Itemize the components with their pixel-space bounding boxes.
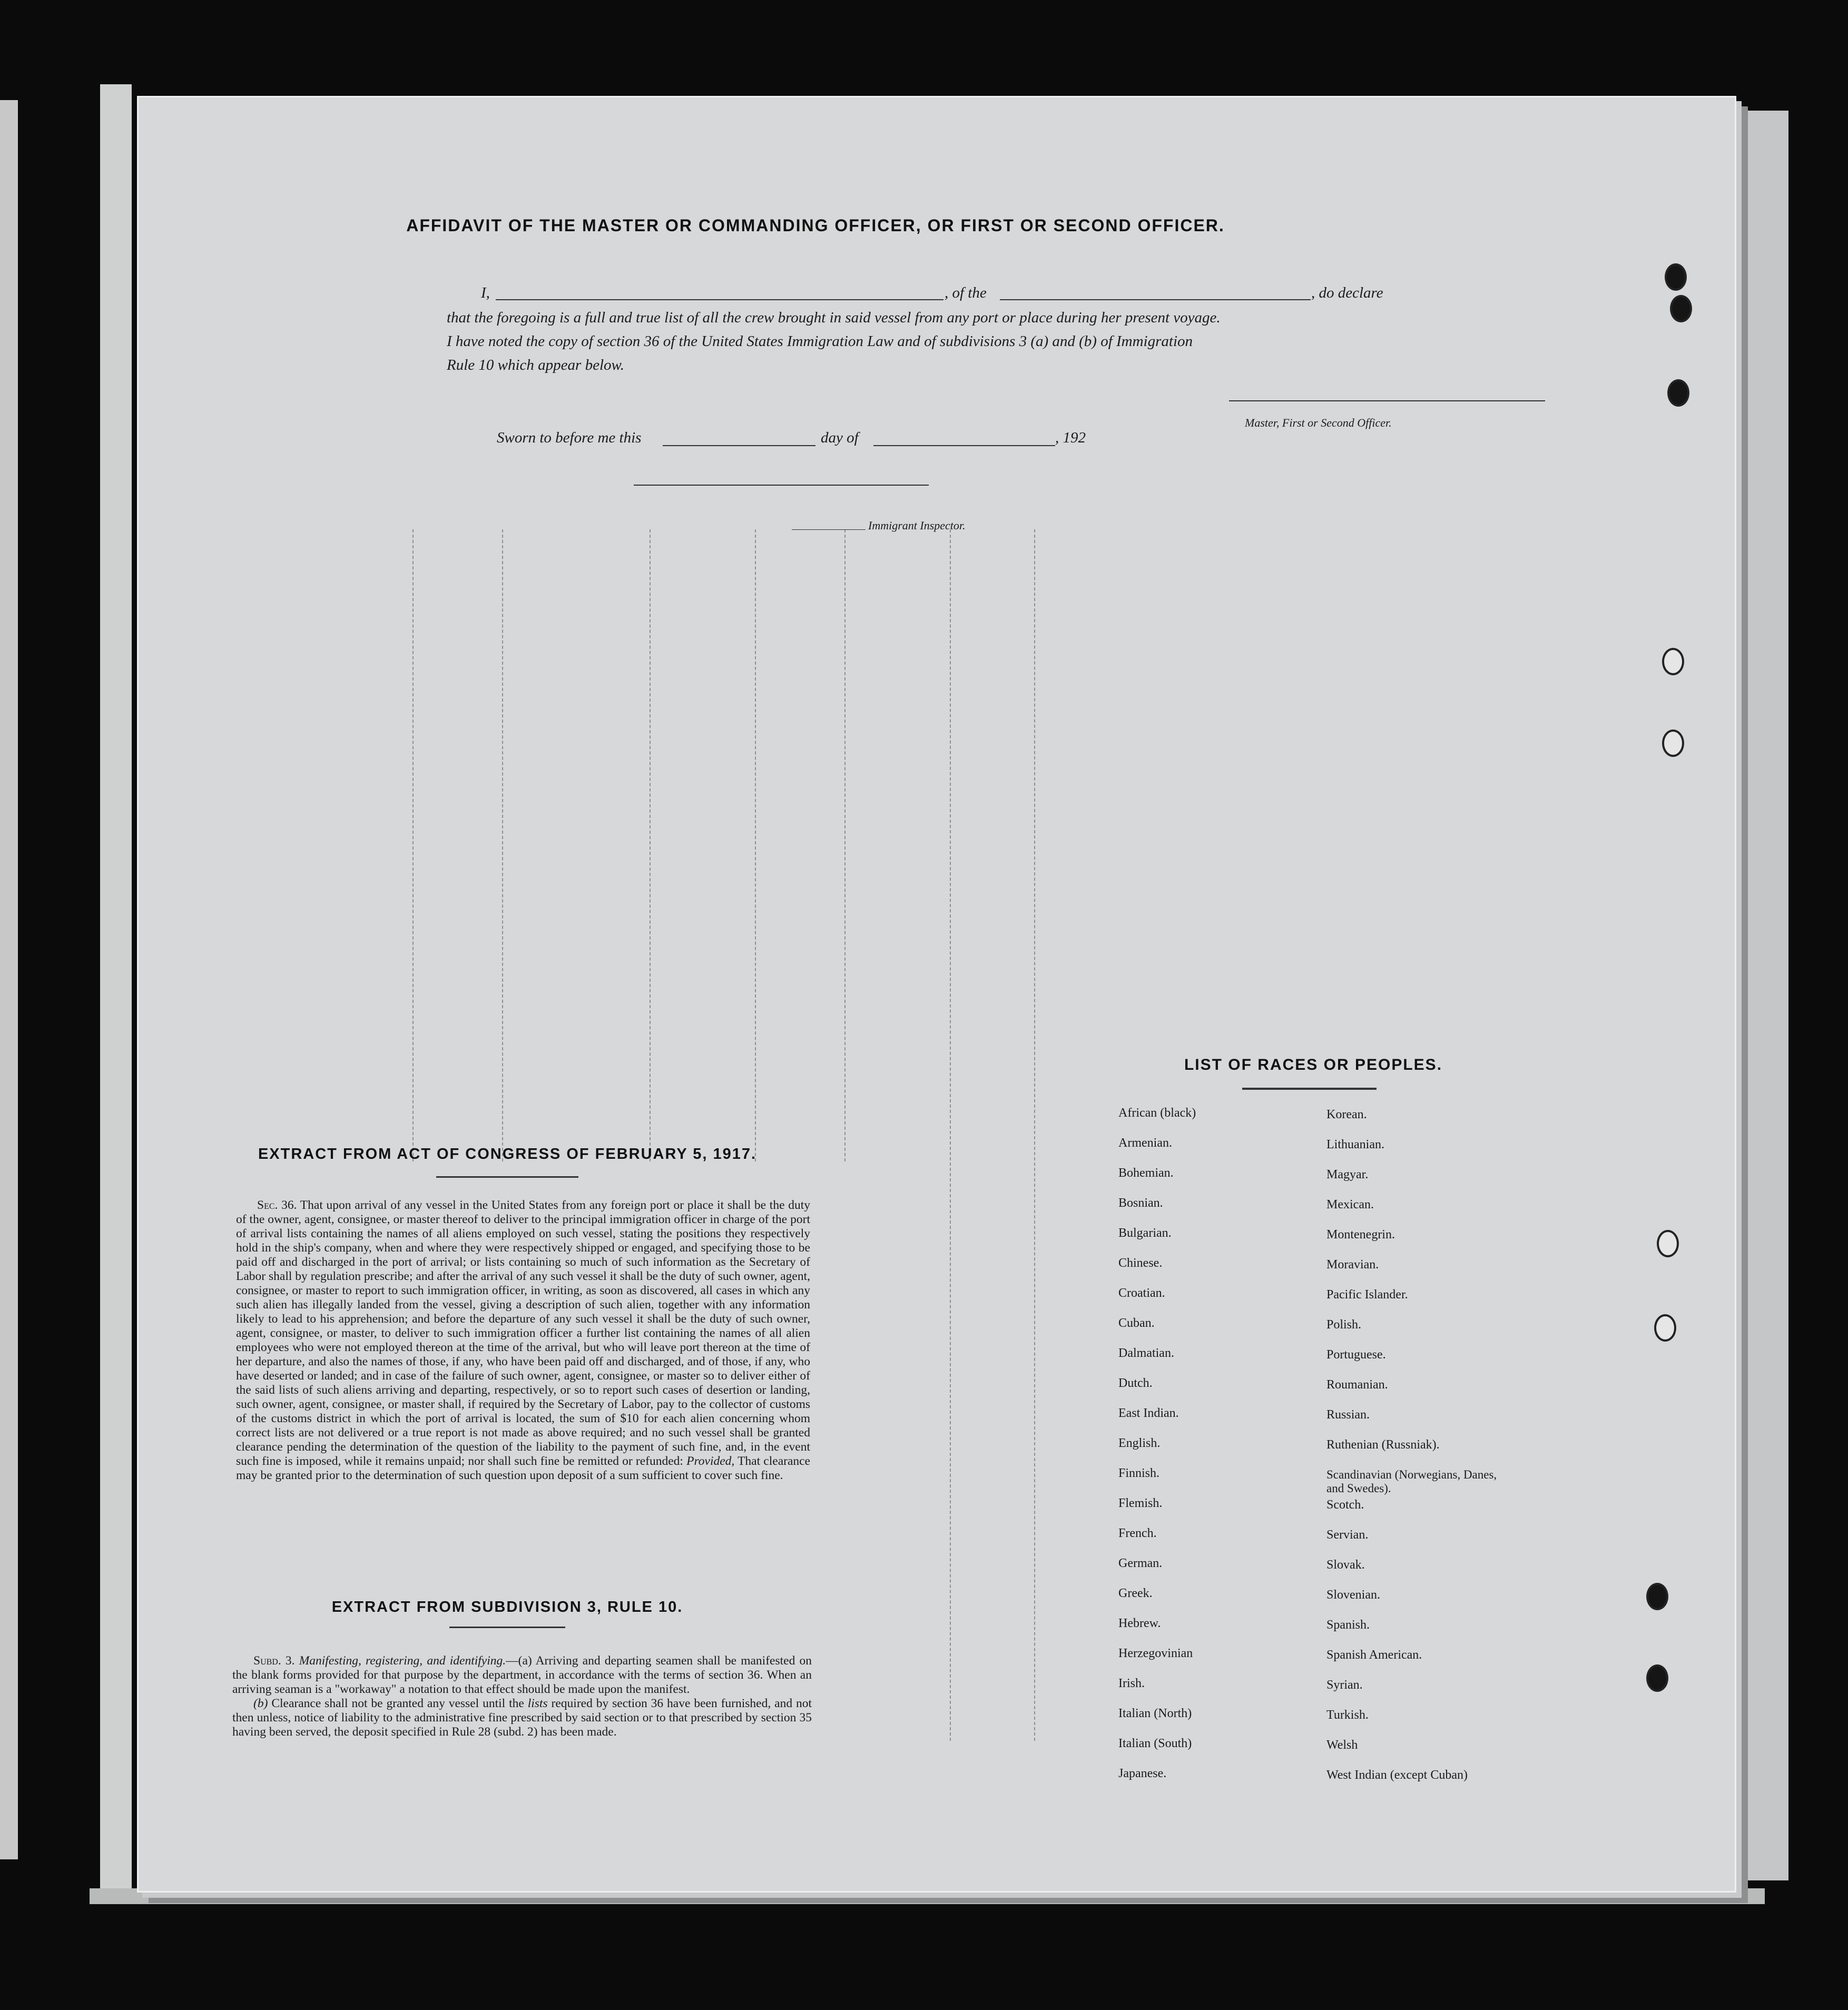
race-item: Syrian. <box>1326 1678 1363 1692</box>
race-item: Portuguese. <box>1326 1348 1386 1362</box>
race-item: Dalmatian. <box>1118 1346 1174 1360</box>
races-title: LIST OF RACES OR PEOPLES. <box>1184 1056 1443 1073</box>
left-page-edge <box>100 84 132 1896</box>
section-36-text <box>236 1198 810 1483</box>
inspector-label: Immigrant Inspector. <box>868 519 966 532</box>
race-item: Japanese. <box>1118 1767 1167 1780</box>
race-item: Scotch. <box>1326 1498 1364 1512</box>
race-item: Bulgarian. <box>1118 1226 1172 1240</box>
affidavit-of-the: , of the <box>945 284 987 301</box>
race-item: Polish. <box>1326 1318 1362 1332</box>
race-item: English. <box>1118 1436 1161 1450</box>
sworn-month-blank <box>873 445 1055 446</box>
race-item: Irish. <box>1118 1677 1145 1690</box>
column-line <box>650 529 651 1161</box>
race-item: Chinese. <box>1118 1256 1163 1270</box>
sec-label: Sec. 36. <box>257 1198 297 1212</box>
race-item: Finnish. <box>1118 1466 1160 1480</box>
punch-hole <box>1654 1314 1676 1342</box>
race-item: Croatian. <box>1118 1286 1165 1300</box>
race-item: Servian. <box>1326 1528 1369 1542</box>
race-item: East Indian. <box>1118 1406 1179 1420</box>
rule-10-text <box>232 1654 812 1739</box>
provided-word: Provided, <box>686 1454 735 1468</box>
master-signature-line <box>1229 400 1545 401</box>
affidavit-line-4: Rule 10 which appear below. <box>447 357 624 373</box>
subd-b-1: Clearance shall not be granted any vessel until the <box>271 1697 524 1710</box>
column-line <box>1034 529 1035 1741</box>
subd-a: —(a) Arriving and departing seamen shall be manifested on the blank forms provided for that purpose by the department, in accordance with the terms of section 36. When an arriving seaman is a "workaway" a notation to that effect should be made upon the manifest. <box>232 1654 812 1696</box>
race-item: Korean. <box>1326 1108 1367 1121</box>
race-item: Ruthenian (Russniak). <box>1326 1438 1440 1452</box>
race-item: German. <box>1118 1556 1163 1570</box>
subd-b-lists: lists <box>527 1697 548 1710</box>
race-item: Slovak. <box>1326 1558 1365 1572</box>
punch-hole <box>1662 648 1684 675</box>
affidavit-line-2: that the foregoing is a full and true list of all the crew brought in said vessel from any port or place during her present voyage. <box>447 309 1221 326</box>
sworn-prefix: Sworn to before me this <box>497 429 642 446</box>
race-item: Roumanian. <box>1326 1378 1388 1392</box>
affidavit-declare: , do declare <box>1311 284 1383 301</box>
race-item: Herzegovinian <box>1118 1647 1193 1660</box>
subd-b-label: (b) <box>253 1697 268 1710</box>
punch-hole <box>1670 295 1692 322</box>
race-item: African (black) <box>1118 1106 1196 1120</box>
act-title-underline <box>436 1176 578 1178</box>
races-column-1 <box>1118 1106 1196 1797</box>
race-item: Bohemian. <box>1118 1166 1174 1180</box>
race-item: Dutch. <box>1118 1376 1153 1390</box>
races-title-underline <box>1242 1088 1377 1090</box>
race-item: Armenian. <box>1118 1136 1172 1150</box>
sworn-day-of: day of <box>821 429 859 446</box>
rule-extract-title: EXTRACT FROM SUBDIVISION 3, RULE 10. <box>331 1599 683 1615</box>
punch-hole <box>1667 379 1689 407</box>
master-label: Master, First or Second Officer. <box>1245 416 1392 429</box>
punch-hole <box>1646 1664 1668 1692</box>
sec-body: That upon arrival of any vessel in the United States from any foreign port or place it shall be the duty of the owner, agent, consignee, or master thereof to deliver to the principal immigration officer in charge of the port of arrival lists containing the names of all aliens employed on such vessel, stating the positions they respectively hold in the ship's company, when and where they were respectively shipped or engaged, and specifying those to be paid off and discharged in the port of arrival; or lists containing so much of such information as the Secretary of Labor shall by regulation prescribe; and after the arrival of any such vessel it shall be the duty of such owner, agent, consignee, or master to report to such immigration officer, in writing, as soon as discovered, all cases in which any such alien has illegally landed from the vessel, giving a description of such alien, together with any information likely to lead to his apprehension; and before the departure of any such vessel it shall be the duty of such owner, agent, consignee, or master, to deliver to such immigration officer a further list containing the names of all alien employees who were not employed thereon at the time of the arrival, but who will leave port thereon at the time of her departure, and also the names of those, if any, who have been paid off and discharged, and of those, if any, who have deserted or landed; and in case of the failure of such owner, agent, consignee, or master so to deliver either of the said lists of such aliens arriving and departing, respectively, or so to report such cases of desertion or landing, such owner, agent, consignee, or master shall, if required by the Secretary of Labor, pay to the collector of customs of the customs district in which the port of arrival is located, the sum of $10 for each alien concerning whom correct lists are not delivered or a true report is not made as above required; and no such vessel shall be granted clearance pending the determination of the question of the liability to the payment of such fine, and, in the event such fine is imposed, while it remains unpaid; nor shall such fine be remitted or refunded: <box>236 1198 811 1468</box>
race-item: Lithuanian. <box>1326 1138 1384 1151</box>
race-item: Italian (South) <box>1118 1737 1192 1750</box>
race-item: Pacific Islander. <box>1326 1288 1408 1302</box>
affidavit-i: I, <box>481 284 490 301</box>
column-line <box>755 529 756 1161</box>
subd-italic: Manifesting, registering, and identifying. <box>299 1654 506 1668</box>
punch-hole <box>1665 263 1687 291</box>
adjacent-page-strip <box>0 100 18 1859</box>
punch-hole <box>1662 730 1684 757</box>
race-item: French. <box>1118 1526 1157 1540</box>
race-item: Russian. <box>1326 1408 1370 1422</box>
affidavit-title: AFFIDAVIT OF THE MASTER OR COMMANDING OFFICER, OR FIRST OR SECOND OFFICER. <box>406 216 1225 235</box>
punch-hole <box>1646 1583 1668 1610</box>
column-line <box>412 529 414 1161</box>
act-extract-title: EXTRACT FROM ACT OF CONGRESS OF FEBRUARY 5, 1917. <box>258 1146 757 1162</box>
race-item: Moravian. <box>1326 1258 1379 1272</box>
column-line <box>502 529 503 1161</box>
subd-b-2: required by section 36 have been furnished, and not then unless, notice of liability to the administrative fine prescribed by said section or to that prescribed by section 35 having been served, the deposit specified in Rule 28 (subd. 2) has been made. <box>232 1697 812 1739</box>
rule-title-underline <box>449 1627 565 1628</box>
race-item: Spanish American. <box>1326 1648 1422 1662</box>
inspector-lead-line <box>792 529 866 530</box>
race-item: Flemish. <box>1118 1496 1163 1510</box>
race-item: Welsh <box>1326 1738 1358 1752</box>
right-page-edge <box>1738 111 1788 1880</box>
race-item: Italian (North) <box>1118 1707 1192 1720</box>
column-line <box>950 529 951 1741</box>
column-line <box>844 529 846 1161</box>
punch-hole <box>1657 1230 1679 1257</box>
sworn-year: , 192 <box>1055 429 1086 446</box>
affidavit-line-3: I have noted the copy of section 36 of the United States Immigration Law and of subdivisions 3 (a) and (b) of Immigration <box>447 333 1193 350</box>
race-item: Slovenian. <box>1326 1588 1380 1602</box>
document-page <box>137 96 1736 1893</box>
sworn-day-blank <box>663 445 815 446</box>
race-item: Greek. <box>1118 1587 1153 1600</box>
race-item: Cuban. <box>1118 1316 1155 1330</box>
race-item: Spanish. <box>1326 1618 1370 1632</box>
race-item: Scandinavian (Norwegians, Danes, and Swedes). <box>1326 1468 1497 1495</box>
name-blank <box>496 299 943 300</box>
race-item: Turkish. <box>1326 1708 1369 1722</box>
race-item: West Indian (except Cuban) <box>1326 1768 1468 1782</box>
race-item: Hebrew. <box>1118 1617 1161 1630</box>
race-item: Magyar. <box>1326 1168 1369 1181</box>
subd-label: Subd. 3. <box>253 1654 295 1668</box>
provided-rest: That clearance may be granted prior to the determination of such question upon deposit of a sum sufficient to cover such fine. <box>236 1454 810 1482</box>
race-item: Montenegrin. <box>1326 1228 1395 1242</box>
race-item: Bosnian. <box>1118 1196 1163 1210</box>
inspector-signature-line <box>634 485 929 486</box>
race-item: Mexican. <box>1326 1198 1374 1211</box>
vessel-blank <box>1000 299 1311 300</box>
races-column-2 <box>1326 1108 1506 1798</box>
